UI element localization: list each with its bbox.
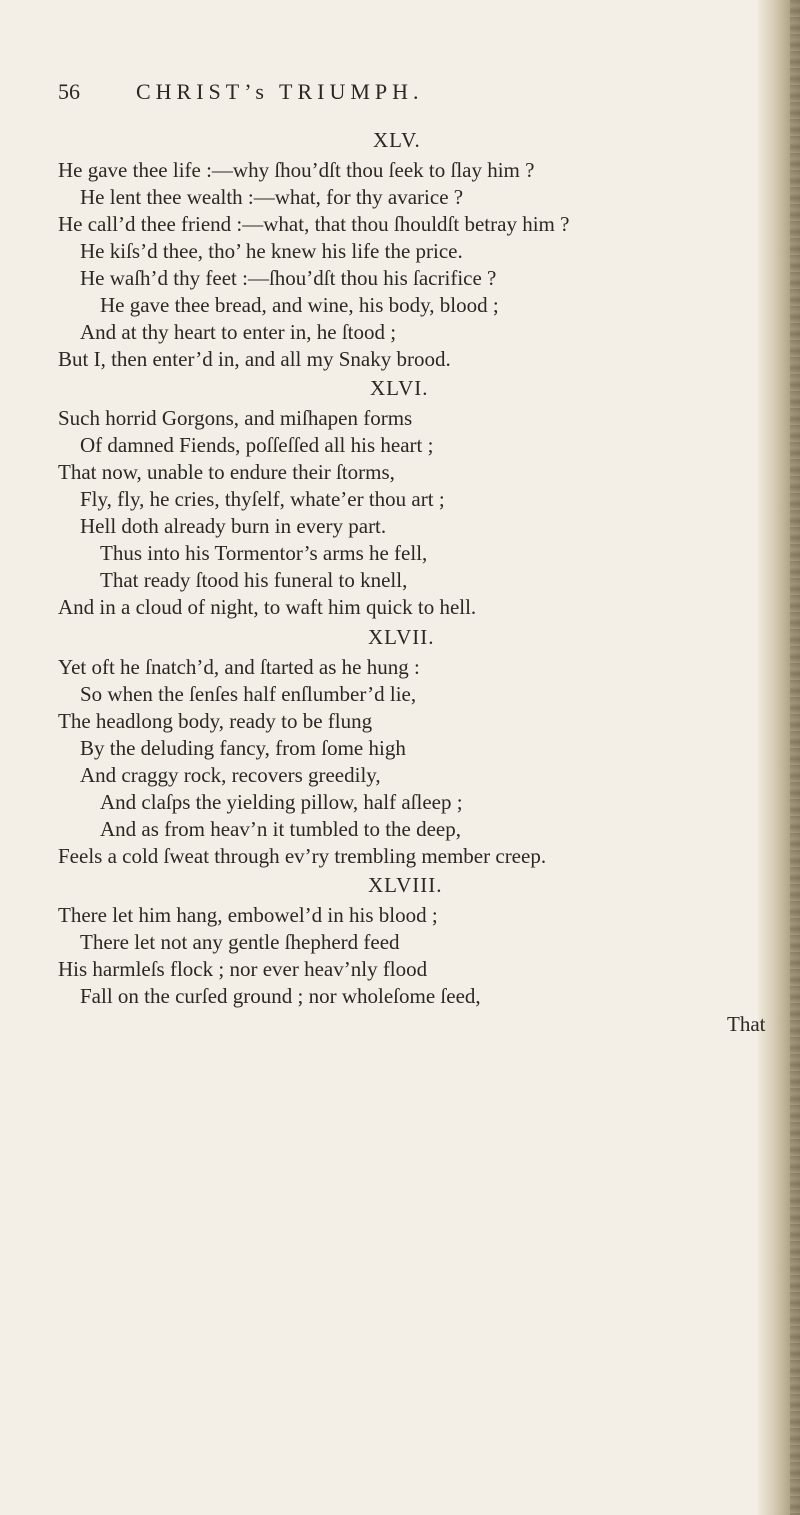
verse-line: By the deluding fancy, from ſome high	[80, 736, 406, 760]
stanza-numeral: XLVII.	[368, 625, 435, 649]
verse-line: He lent thee wealth :—what, for thy avarice ?	[80, 185, 464, 209]
page-header	[58, 79, 698, 113]
verse-line: And at thy heart to enter in, he ſtood ;	[80, 320, 397, 344]
verse-line: Feels a cold ſweat through ev’ry trembling member creep.	[58, 844, 547, 868]
verse-line: He call’d thee friend :—what, that thou ſhouldſt betray him ?	[58, 212, 570, 236]
verse-line: Fall on the curſed ground ; nor wholeſome ſeed,	[80, 984, 481, 1008]
page-edge	[790, 0, 800, 1515]
verse-line: Thus into his Tormentor’s arms he fell,	[100, 541, 428, 565]
verse-line: But I, then enter’d in, and all my Snaky brood.	[58, 347, 451, 371]
verse-line: So when the ſenſes half enſlumber’d lie,	[80, 682, 417, 706]
verse-line: There let not any gentle ſhepherd feed	[80, 930, 400, 954]
verse-line: There let him hang, embowel’d in his blood ;	[58, 903, 438, 927]
catchword: That	[727, 1012, 766, 1036]
stanza-numeral: XLV.	[373, 128, 421, 152]
verse-line: That ready ſtood his funeral to knell,	[100, 568, 408, 592]
running-title: CHRIST’s TRIUMPH.	[136, 79, 424, 104]
verse-line: His harmleſs flock ; nor ever heav’nly flood	[58, 957, 428, 981]
verse-line: And in a cloud of night, to waft him quick to hell.	[58, 595, 477, 619]
verse-line: And claſps the yielding pillow, half aſleep ;	[100, 790, 463, 814]
verse-line: The headlong body, ready to be flung	[58, 709, 373, 733]
verse-line: Of damned Fiends, poſſeſſed all his heart ;	[80, 433, 434, 457]
verse-line: And craggy rock, recovers greedily,	[80, 763, 381, 787]
verse-line: Yet oft he ſnatch’d, and ſtarted as he hung :	[58, 655, 420, 679]
page-number: 56	[58, 79, 80, 104]
verse-line: He gave thee life :—why ſhou’dſt thou ſeek to ſlay him ?	[58, 158, 535, 182]
verse-line: Hell doth already burn in every part.	[80, 514, 387, 538]
verse-line: And as from heav’n it tumbled to the deep,	[100, 817, 461, 841]
verse-line: He gave thee bread, and wine, his body, blood ;	[100, 293, 499, 317]
verse-line: Fly, fly, he cries, thyſelf, whate’er thou art ;	[80, 487, 445, 511]
stanza-numeral: XLVI.	[370, 376, 429, 400]
stanza-numeral: XLVIII.	[368, 873, 443, 897]
verse-line: That now, unable to endure their ſtorms,	[58, 460, 395, 484]
verse-line: He waſh’d thy feet :—ſhou’dſt thou his ſacrifice ?	[80, 266, 497, 290]
verse-line: He kiſs’d thee, tho’ he knew his life the price.	[80, 239, 463, 263]
verse-line: Such horrid Gorgons, and miſhapen forms	[58, 406, 413, 430]
